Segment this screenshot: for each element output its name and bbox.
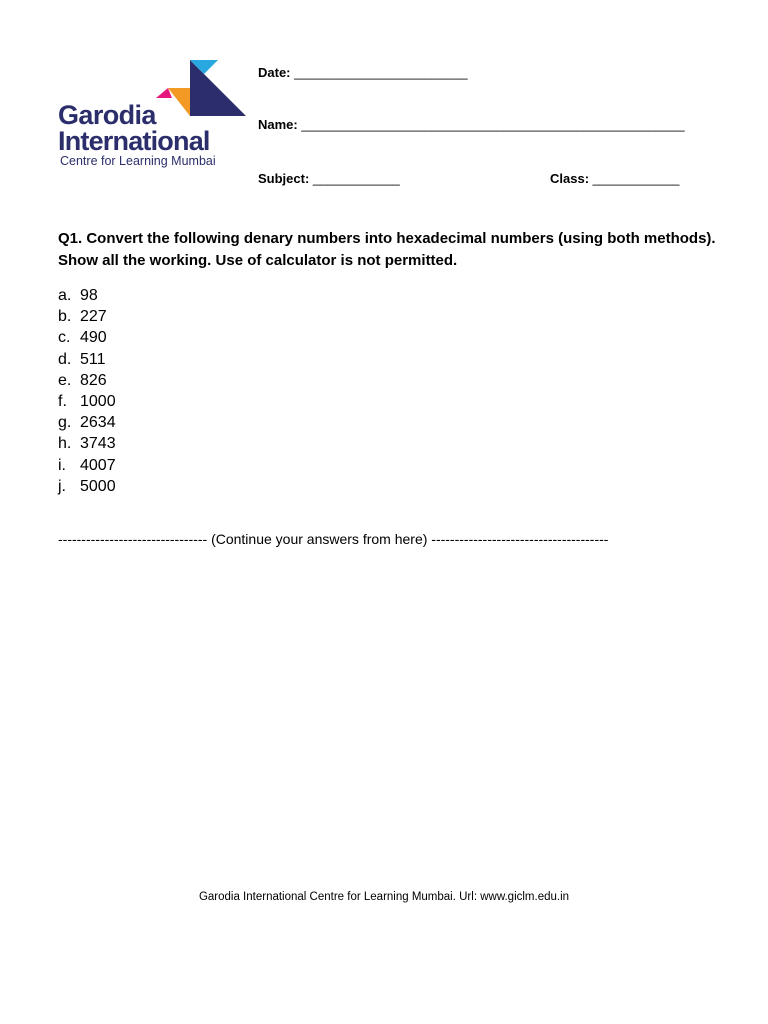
item-value: 511	[80, 350, 106, 368]
date-field	[258, 65, 468, 80]
list-item	[58, 327, 116, 348]
item-letter: j.	[58, 477, 66, 495]
class-field	[550, 171, 679, 186]
item-letter: h.	[58, 435, 72, 453]
subject-label: Subject:	[258, 171, 310, 186]
list-item	[58, 349, 116, 370]
item-value: 1000	[80, 393, 116, 411]
list-item	[58, 285, 116, 306]
question-text: Q1. Convert the following denary numbers into hexadecimal numbers (using both methods). Show all the working. Use of calculator is not permitted.	[58, 230, 716, 269]
list-item	[58, 306, 116, 327]
logo-title-line1: Garodia	[58, 100, 156, 130]
page-footer: Garodia International Centre for Learning Mumbai. Url: www.giclm.edu.in	[198, 891, 570, 903]
list-item	[58, 412, 116, 433]
list-item	[58, 433, 116, 454]
class-blank: ____________	[592, 171, 680, 186]
item-letter: f.	[58, 393, 67, 411]
item-letter: g.	[58, 414, 72, 432]
list-item	[58, 370, 116, 391]
date-blank: ________________________	[294, 65, 468, 80]
logo-subtitle: Centre for Learning Mumbai	[60, 154, 216, 168]
item-value: 98	[80, 287, 98, 304]
name-field	[258, 117, 685, 132]
logo-mark-icon	[146, 60, 250, 118]
list-item	[58, 476, 116, 497]
name-blank: _____________________________________________________	[301, 117, 685, 132]
item-letter: a.	[58, 287, 72, 304]
school-logo	[58, 58, 250, 170]
item-value: 227	[80, 308, 107, 326]
date-label: Date:	[258, 65, 291, 80]
item-value: 4007	[80, 456, 116, 474]
name-label: Name:	[258, 117, 298, 132]
logo-title-line2: International	[58, 126, 210, 156]
subject-field	[258, 171, 400, 186]
list-item	[58, 455, 116, 476]
item-letter: b.	[58, 308, 72, 326]
item-letter: i.	[58, 456, 66, 474]
item-letter: c.	[58, 329, 71, 347]
class-label: Class:	[550, 171, 590, 186]
question-items-list	[58, 285, 116, 497]
item-letter: e.	[58, 371, 72, 389]
subject-blank: ____________	[312, 171, 400, 186]
answer-divider: -------------------------------- (Continue your answers from here) --------------------------------------	[58, 531, 609, 547]
item-letter: d.	[58, 350, 72, 368]
item-value: 490	[80, 329, 107, 347]
item-value: 3743	[80, 435, 116, 453]
item-value: 826	[80, 371, 107, 389]
list-item	[58, 391, 116, 412]
item-value: 5000	[80, 477, 116, 495]
item-value: 2634	[80, 414, 116, 432]
